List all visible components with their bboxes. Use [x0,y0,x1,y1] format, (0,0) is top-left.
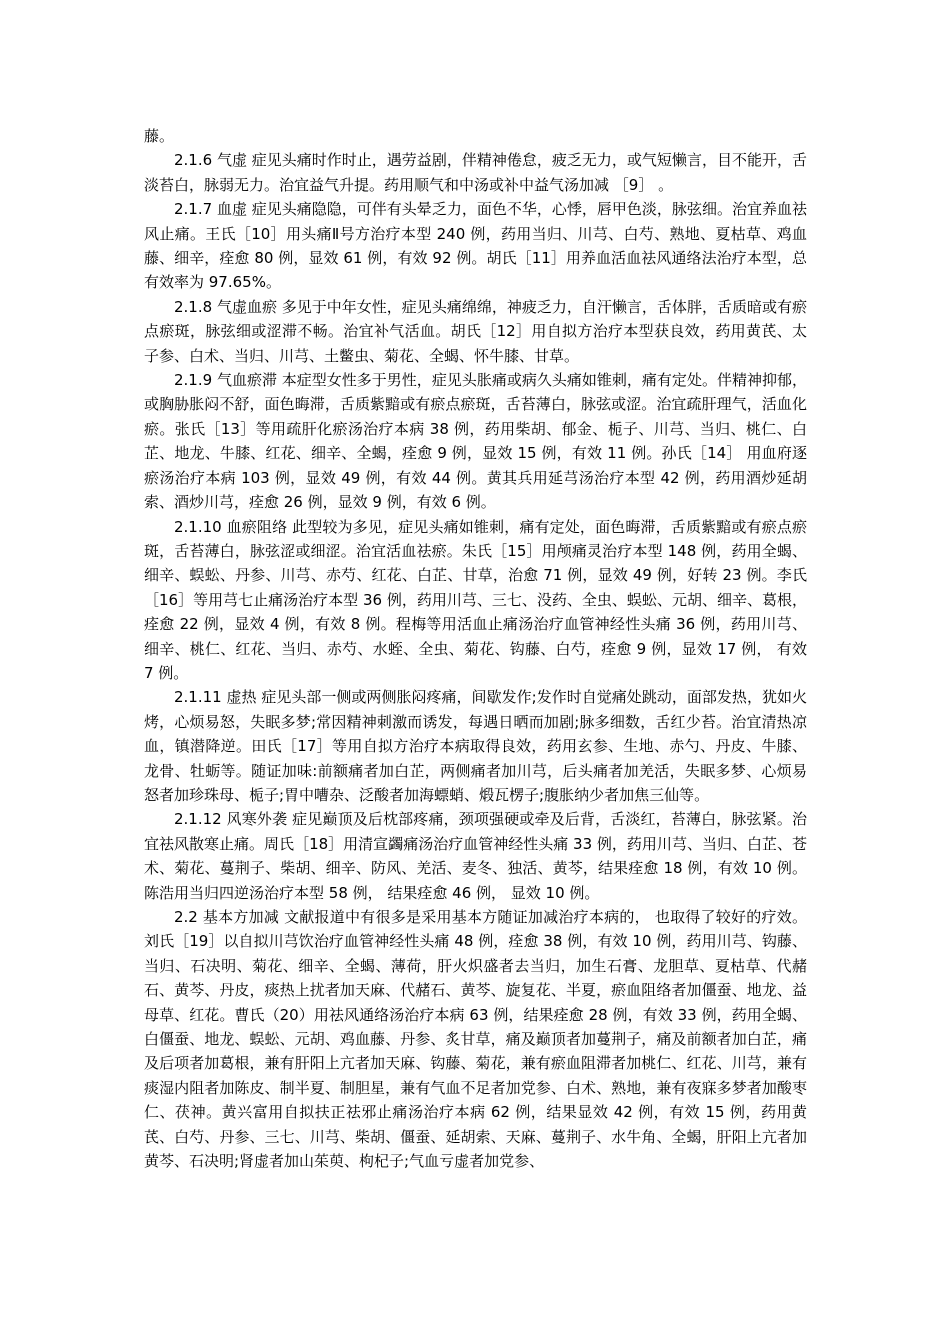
paragraph-2-1-11: 2.1.11 虚热 症见头部一侧或两侧胀闷疼痛，间歇发作;发作时自觉痛处跳动，面部发热，犹如火烤，心烦易怒，失眠多梦;常因精神刺激而诱发，每遇日晒而加剧;脉多细数，舌红少苔。治宜清热凉血，镇潜降逆。田氏［17］等用自拟方治疗本病取得良效，药用玄参、生地、赤勺、丹皮、牛膝、龙骨、牡蛎等。随证加味:前额痛者加白芷，两侧痛者加川芎，后头痛者加羌活，失眠多梦、心烦易怒者加珍珠母、栀子;胃中嘈杂、泛酸者加海螵蛸、煅瓦楞子;腹胀纳少者加焦三仙等。 [144,688,807,804]
paragraph-2-1-10: 2.1.10 血瘀阻络 此型较为多见，症见头痛如锥刺，痛有定处，面色晦滞，舌质紫黯或有瘀点瘀斑，舌苔薄白，脉弦涩或细涩。治宜活血祛瘀。朱氏［15］用颅痛灵治疗本型 148 例，药用全蝎、细辛、蜈蚣、丹参、川芎、赤芍、红花、白芷、甘草，治愈 71 例，显效 49 例，好转 23 例。李氏［16］等用芎七止痛汤治疗本型 36 例，药用川芎、三七、没药、全虫、蜈蚣、元胡、细辛、葛根，痊愈 22 例，显效 4 例，有效 8 例。程梅等用活血止痛汤治疗血管神经性头痛 36 例，药用川芎、细辛、桃仁、红花、当归、赤芍、水蛭、全虫、菊花、钩藤、白芍，痊愈 9 例，显效 17 例， 有效 7 例。 [144,517,807,682]
body-text [144,124,807,1173]
paragraph-2-1-7: 2.1.7 血虚 症见头痛隐隐，可伴有头晕乏力，面色不华，心悸，唇甲色淡，脉弦细。治宜养血祛风止痛。王氏［10］用头痛Ⅱ号方治疗本型 240 例，药用当归、川芎、白芍、熟地、夏枯草、鸡血藤、细辛，痊愈 80 例，显效 61 例，有效 92 例。胡氏［11］用养血活血祛风通络法治疗本型，总有效率为 97.65%。 [144,200,807,292]
paragraph-2-1-6: 2.1.6 气虚 症见头痛时作时止，遇劳益剧，伴精神倦怠，疲乏无力，或气短懒言，目不能开，舌淡苔白，脉弱无力。治宜益气升提。药用顺气和中汤或补中益气汤加减 ［9］ 。 [144,151,807,194]
paragraph-2-1-9: 2.1.9 气血瘀滞 本症型女性多于男性，症见头胀痛或病久头痛如锥刺，痛有定处。伴精神抑郁，或胸胁胀闷不舒，面色晦滞，舌质紫黯或有瘀点瘀斑，舌苔薄白，脉弦或涩。治宜疏肝理气，活血化瘀。张氏［13］等用疏肝化瘀汤治疗本病 38 例，药用柴胡、郁金、栀子、川芎、当归、桃仁、白芷、地龙、牛膝、红花、细辛、全蝎，痊愈 9 例，显效 15 例，有效 11 例。孙氏［14］ 用血府逐瘀汤治疗本病 103 例，显效 49 例，有效 44 例。黄其兵用延芎汤治疗本型 42 例，药用酒炒延胡索、酒炒川芎，痊愈 26 例，显效 9 例，有效 6 例。 [144,371,807,512]
paragraph-2-1-12: 2.1.12 风寒外袭 症见巅顶及后枕部疼痛，颈项强硬或牵及后背，舌淡红，苔薄白，脉弦紧。治宜祛风散寒止痛。周氏［18］用清宣蠲痛汤治疗血管神经性头痛 33 例，药用川芎、当归、白芷、苍术、菊花、蔓荆子、柴胡、细辛、防风、羌活、麦冬、独活、黄芩，结果痊愈 18 例，有效 10 例。 陈浩用当归四逆汤治疗本型 58 例， 结果痊愈 46 例， 显效 10 例。 [144,810,807,902]
paragraph-2-2: 2.2 基本方加减 文献报道中有很多是采用基本方随证加减治疗本病的， 也取得了较好的疗效。刘氏［19］以自拟川芎饮治疗血管神经性头痛 48 例，痊愈 38 例，有效 10 例，药用川芎、钩藤、当归、石决明、菊花、细辛、全蝎、薄荷，肝火炽盛者去当归，加生石膏、龙胆草、夏枯草、代赭石、黄芩、丹皮，痰热上扰者加天麻、代赭石、黄芩、旋复花、半夏，瘀血阻络者加僵蚕、地龙、益母草、红花。曹氏（20）用祛风通络汤治疗本病 63 例，结果痊愈 28 例，有效 33 例，药用全蝎、白僵蚕、地龙、蜈蚣、元胡、鸡血藤、丹参、炙甘草，痛及巅顶者加蔓荆子，痛及前额者加白芷，痛及后项者加葛根，兼有肝阳上亢者加天麻、钩藤、菊花，兼有瘀血阻滞者加桃仁、红花、川芎，兼有痰湿内阻者加陈皮、制半夏、制胆星，兼有气血不足者加党参、白术、熟地，兼有夜寐多梦者加酸枣仁、茯神。黄兴富用自拟扶正祛邪止痛汤治疗本病 62 例，结果显效 42 例，有效 15 例，药用黄芪、白芍、丹参、三七、川芎、柴胡、僵蚕、延胡索、天麻、蔓荆子、水牛角、全蝎，肝阳上亢者加黄芩、石决明;肾虚者加山茱萸、枸杞子;气血亏虚者加党参、 [144,908,807,1171]
paragraph-2-1-8: 2.1.8 气虚血瘀 多见于中年女性，症见头痛绵绵，神疲乏力，自汗懒言，舌体胖，舌质暗或有瘀点瘀斑，脉弦细或涩滞不畅。治宜补气活血。胡氏［12］用自拟方治疗本型获良效，药用黄芪、太子参、白术、当归、川芎、土鳖虫、菊花、全蝎、怀牛膝、甘草。 [144,297,807,365]
paragraph-continuation: 藤。 [144,127,175,145]
